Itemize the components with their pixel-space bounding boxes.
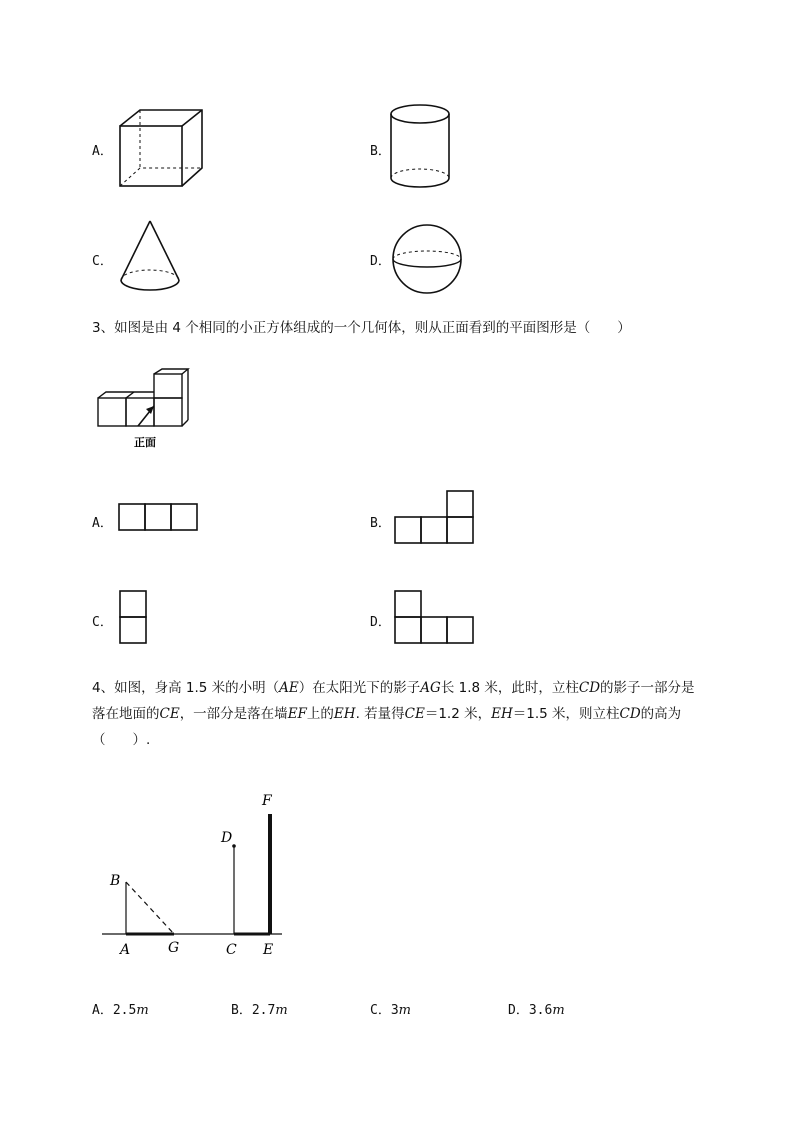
q4-line-3: （ ）.: [92, 732, 151, 748]
cylinder-figure: [388, 102, 458, 194]
q4-line-1: 4、如图，身高 1.5 米的小明（AE）在太阳光下的影子AG长 1.8 米，此时，立柱CD的影子一部分是: [92, 680, 695, 696]
sphere-figure: [392, 222, 472, 302]
q4-label-g: G: [168, 940, 180, 956]
q4-shadow-figure: [100, 790, 300, 965]
q3-option-d-figure: [394, 590, 476, 646]
q2-option-b-label: B．: [370, 144, 391, 159]
q3-option-d-label: D．: [370, 615, 391, 630]
q4-label-e: E: [263, 942, 274, 958]
q3-option-a-label: A．: [92, 516, 113, 531]
q3-option-a-figure: [118, 503, 200, 533]
q4-option-d[interactable]: D．3.6m: [508, 1003, 565, 1018]
q3-question-text: 3、如图是由 4 个相同的小正方体组成的一个几何体，则从正面看到的平面图形是（ ）: [92, 320, 631, 336]
q3-option-b-figure: [394, 490, 476, 546]
q4-label-f: F: [262, 793, 272, 809]
q4-label-c: C: [226, 942, 237, 958]
q4-label-a: A: [120, 942, 131, 958]
cube-figure: [112, 104, 212, 194]
cone-figure: [118, 218, 188, 298]
q4-question-text: [92, 675, 752, 753]
q3-option-c-label: C．: [92, 615, 113, 630]
q2-option-d-label: D．: [370, 254, 391, 269]
q3-front-caption: 正面: [134, 436, 156, 449]
q3-option-b-label: B．: [370, 516, 391, 531]
q4-option-c[interactable]: C．3m: [370, 1003, 411, 1018]
q4-option-a[interactable]: A．2.5m: [92, 1003, 149, 1018]
q4-label-b: B: [110, 873, 121, 889]
q4-option-b[interactable]: B．2.7m: [231, 1003, 288, 1018]
q3-option-c-figure: [119, 590, 149, 646]
q2-option-c-label: C．: [92, 254, 113, 269]
q2-option-a-label: A．: [92, 144, 113, 159]
q3-cube-stack-figure: [94, 366, 204, 456]
q4-line-2: 落在地面的CE，一部分是落在墙EF上的EH. 若量得CE＝1.2 米，EH＝1.5 米，则立柱CD的高为: [92, 706, 682, 722]
q4-label-d: D: [221, 830, 233, 846]
